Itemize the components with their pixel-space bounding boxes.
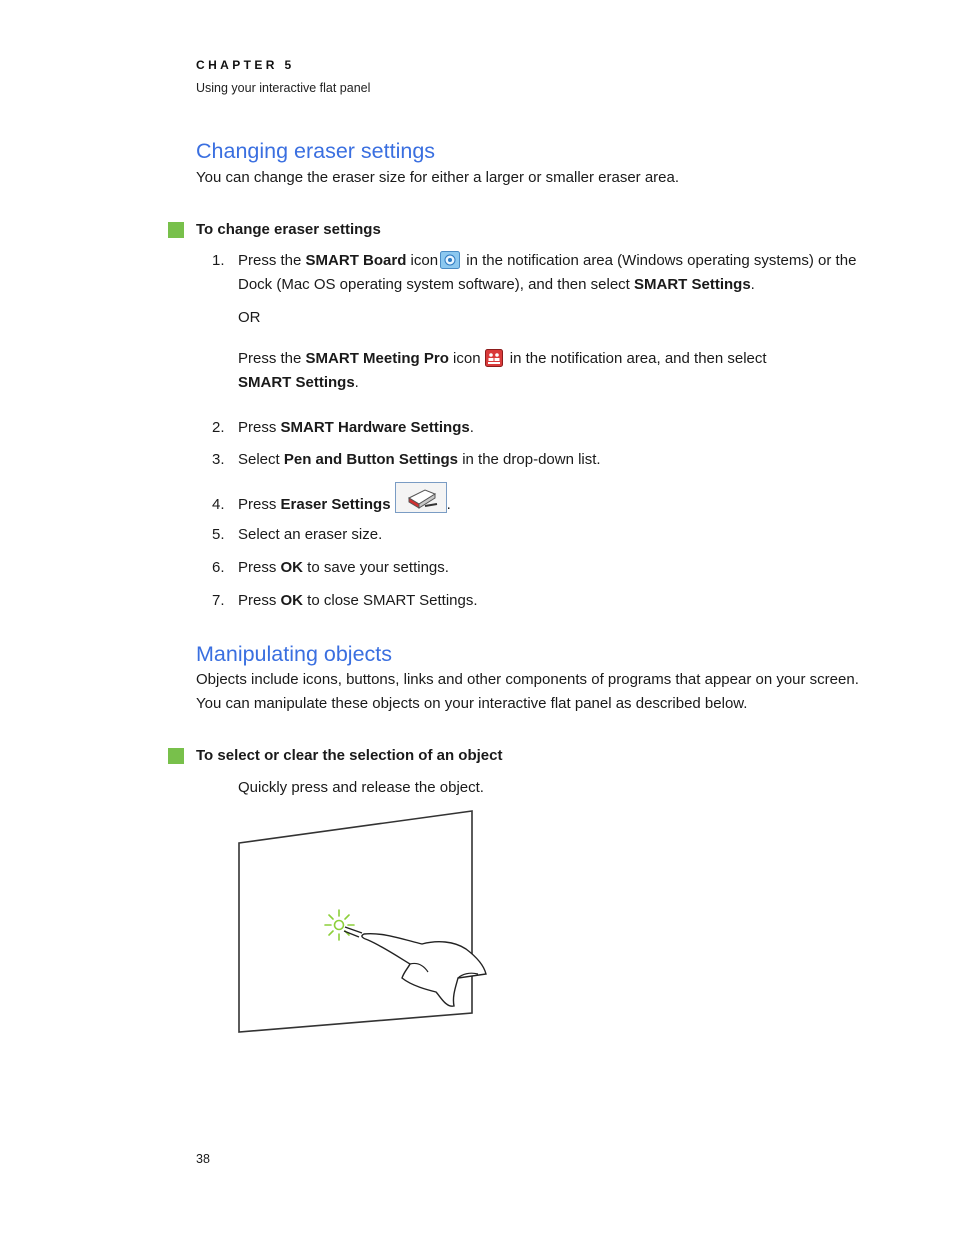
step-number: 4. xyxy=(212,496,225,513)
step-number: 6. xyxy=(212,559,225,576)
step-1-alternate: Press the SMART Meeting Pro icon in the notification area, and then select SMART Settings. xyxy=(238,350,767,391)
step-7 xyxy=(212,589,868,613)
procedure-marker-icon xyxy=(168,222,184,238)
step-5 xyxy=(212,523,868,547)
step-6 xyxy=(212,556,868,580)
section-intro-objects-line2: You can manipulate these objects on your interactive flat panel as described below. xyxy=(196,695,748,712)
procedure-marker-icon xyxy=(168,748,184,764)
instruction-text: Quickly press and release the object. xyxy=(238,779,484,796)
procedure-title: To change eraser settings xyxy=(196,221,381,238)
step-number: 5. xyxy=(212,526,225,543)
step-1 xyxy=(212,249,868,297)
section-title-objects: Manipulating objects xyxy=(196,642,393,666)
step-text: Press the SMART Board icon in the notification area (Windows operating systems) or the Dock (Mac OS operating system software), and then select SMART Settings. xyxy=(238,252,857,293)
procedure-title: To select or clear the selection of an object xyxy=(196,747,503,764)
section-intro-eraser: You can change the eraser size for either a larger or smaller eraser area. xyxy=(196,169,680,186)
step-number: 7. xyxy=(212,592,225,609)
step-text: Select Pen and Button Settings in the drop-down list. xyxy=(238,451,601,468)
step-4 xyxy=(212,482,868,517)
step-3 xyxy=(212,448,868,472)
section-intro-objects-line1: Objects include icons, buttons, links and other components of programs that appear on your screen. xyxy=(196,671,859,688)
smart-board-icon xyxy=(440,251,460,269)
step-text: Select an eraser size. xyxy=(238,526,383,543)
or-separator: OR xyxy=(238,309,261,326)
step-2 xyxy=(212,416,868,440)
eraser-settings-button-icon xyxy=(395,482,447,513)
smart-meeting-pro-icon xyxy=(485,349,503,367)
step-number: 3. xyxy=(212,451,225,468)
step-text: Press OK to close SMART Settings. xyxy=(238,592,478,609)
chapter-label: CHAPTER 5 xyxy=(196,58,295,72)
step-text: Press SMART Hardware Settings. xyxy=(238,419,474,436)
procedure-heading-eraser xyxy=(168,221,381,238)
chapter-subtitle: Using your interactive flat panel xyxy=(196,81,371,95)
section-title-eraser: Changing eraser settings xyxy=(196,139,436,163)
step-text: Press Eraser Settings . xyxy=(238,482,868,517)
step-text: Press OK to save your settings. xyxy=(238,559,449,576)
page-number: 38 xyxy=(196,1152,210,1166)
hand-pressing-panel-illustration xyxy=(232,806,492,1038)
step-number: 1. xyxy=(212,252,225,269)
step-number: 2. xyxy=(212,419,225,436)
procedure-heading-select xyxy=(168,747,502,764)
